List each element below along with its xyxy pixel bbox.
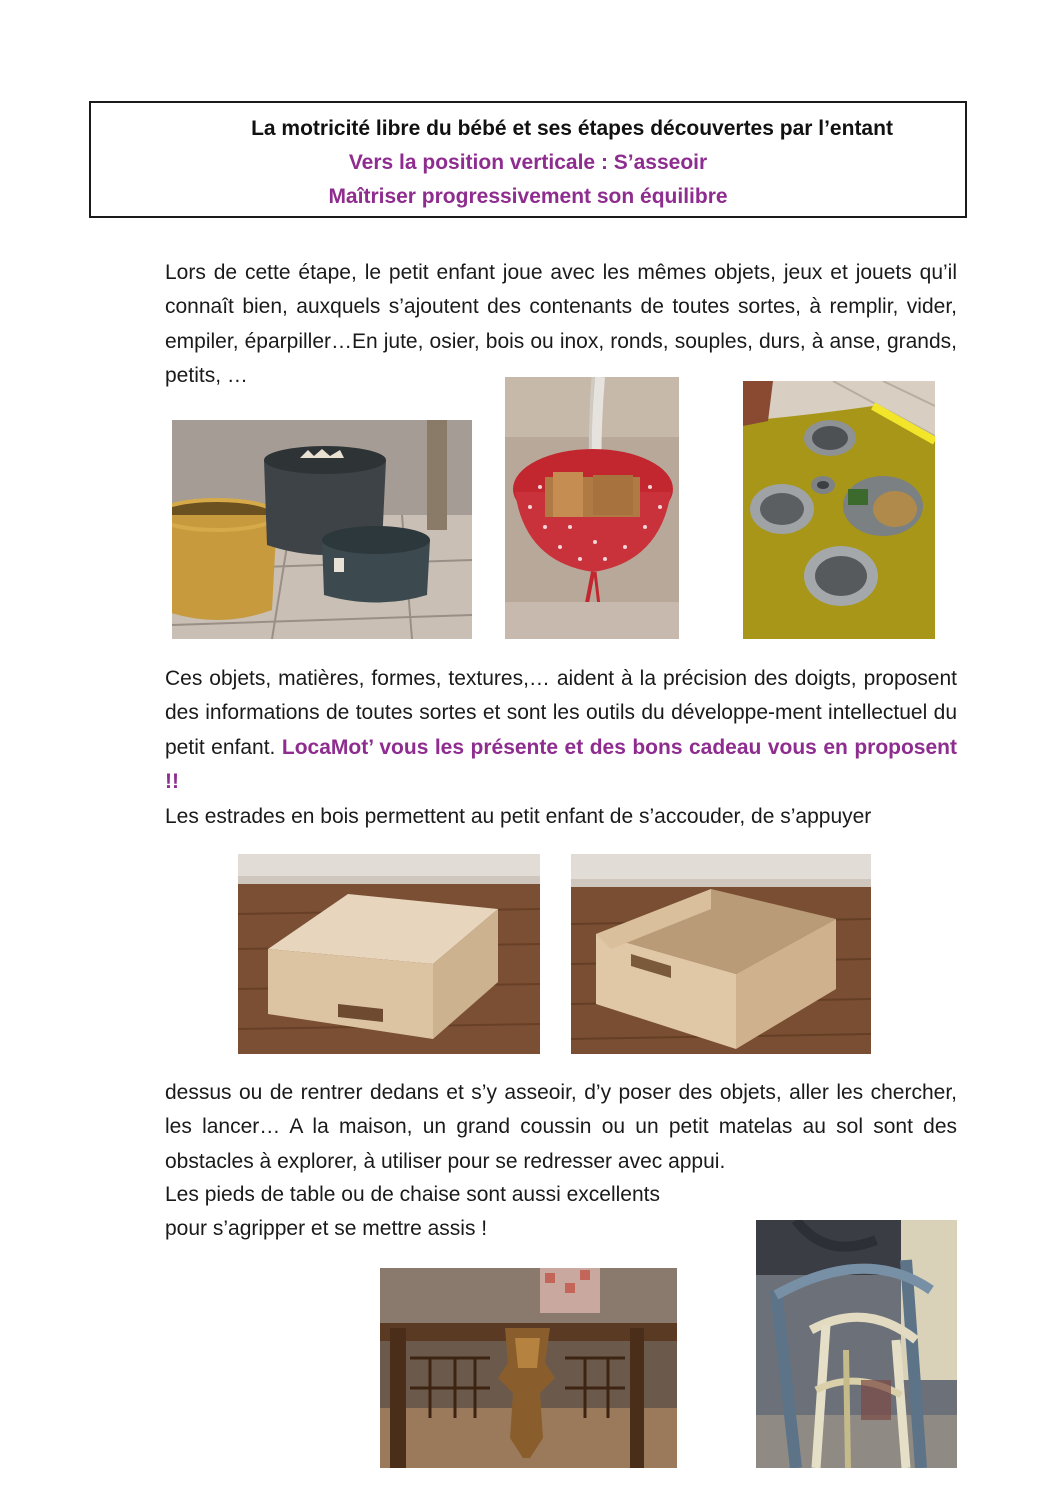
paragraph-table-legs-line1: Les pieds de table ou de chaise sont aussi excellents <box>165 1183 660 1206</box>
photo-table-legs <box>380 1268 677 1468</box>
photo-metal-bowls <box>743 381 935 639</box>
paragraph-objects-text: Ces objets, matières, formes, textures,… aident à la précision des doigts, proposent des informations de toutes sortes et sont les outils du développe-ment intellectuel du petit enfant. <box>165 667 957 759</box>
page-subtitle-2: Maîtriser progressivement son équilibre <box>328 185 728 208</box>
photo-wooden-platform-open <box>571 854 871 1054</box>
photo-basket-handle <box>505 377 679 639</box>
photo-baskets <box>172 420 472 639</box>
title-box <box>89 101 967 218</box>
photo-wooden-platform-closed <box>238 854 540 1054</box>
paragraph-estrades-text: Les estrades en bois permettent au petit enfant de s’accouder, de s’appuyer <box>165 805 872 828</box>
page-subtitle: Vers la position verticale : S’asseoir <box>348 151 708 174</box>
paragraph-table-legs-line2: pour s’agripper et se mettre assis ! <box>165 1217 488 1241</box>
locamot-highlight: LocaMot’ vous les présente et des bons cadeau vous en proposent !! <box>165 735 957 794</box>
paragraph-intro <box>165 256 957 394</box>
paragraph-estrades <box>165 800 957 834</box>
paragraph-home <box>165 1076 957 1179</box>
photo-chair-legs <box>756 1220 957 1468</box>
paragraph-intro-text: Lors de cette étape, le petit enfant joue avec les mêmes objets, jeux et jouets qu’il connaît bien, auxquels s’ajoutent des contenants de toutes sortes, à remplir, vider, empiler, éparpiller…En jute, osier, bois ou inox, ronds, souples, durs, à anse, grands, petits, … <box>165 261 957 388</box>
page-title: La motricité libre du bébé et ses étapes découvertes par l’entant <box>251 117 893 140</box>
paragraph-home-text: dessus ou de rentrer dedans et s’y asseoir, d’y poser des objets, aller les chercher, les lancer… A la maison, un grand coussin ou un petit matelas au sol sont des obstacles à explorer, à utiliser pour se redresser avec appui. <box>165 1081 957 1173</box>
paragraph-objects <box>165 662 957 800</box>
